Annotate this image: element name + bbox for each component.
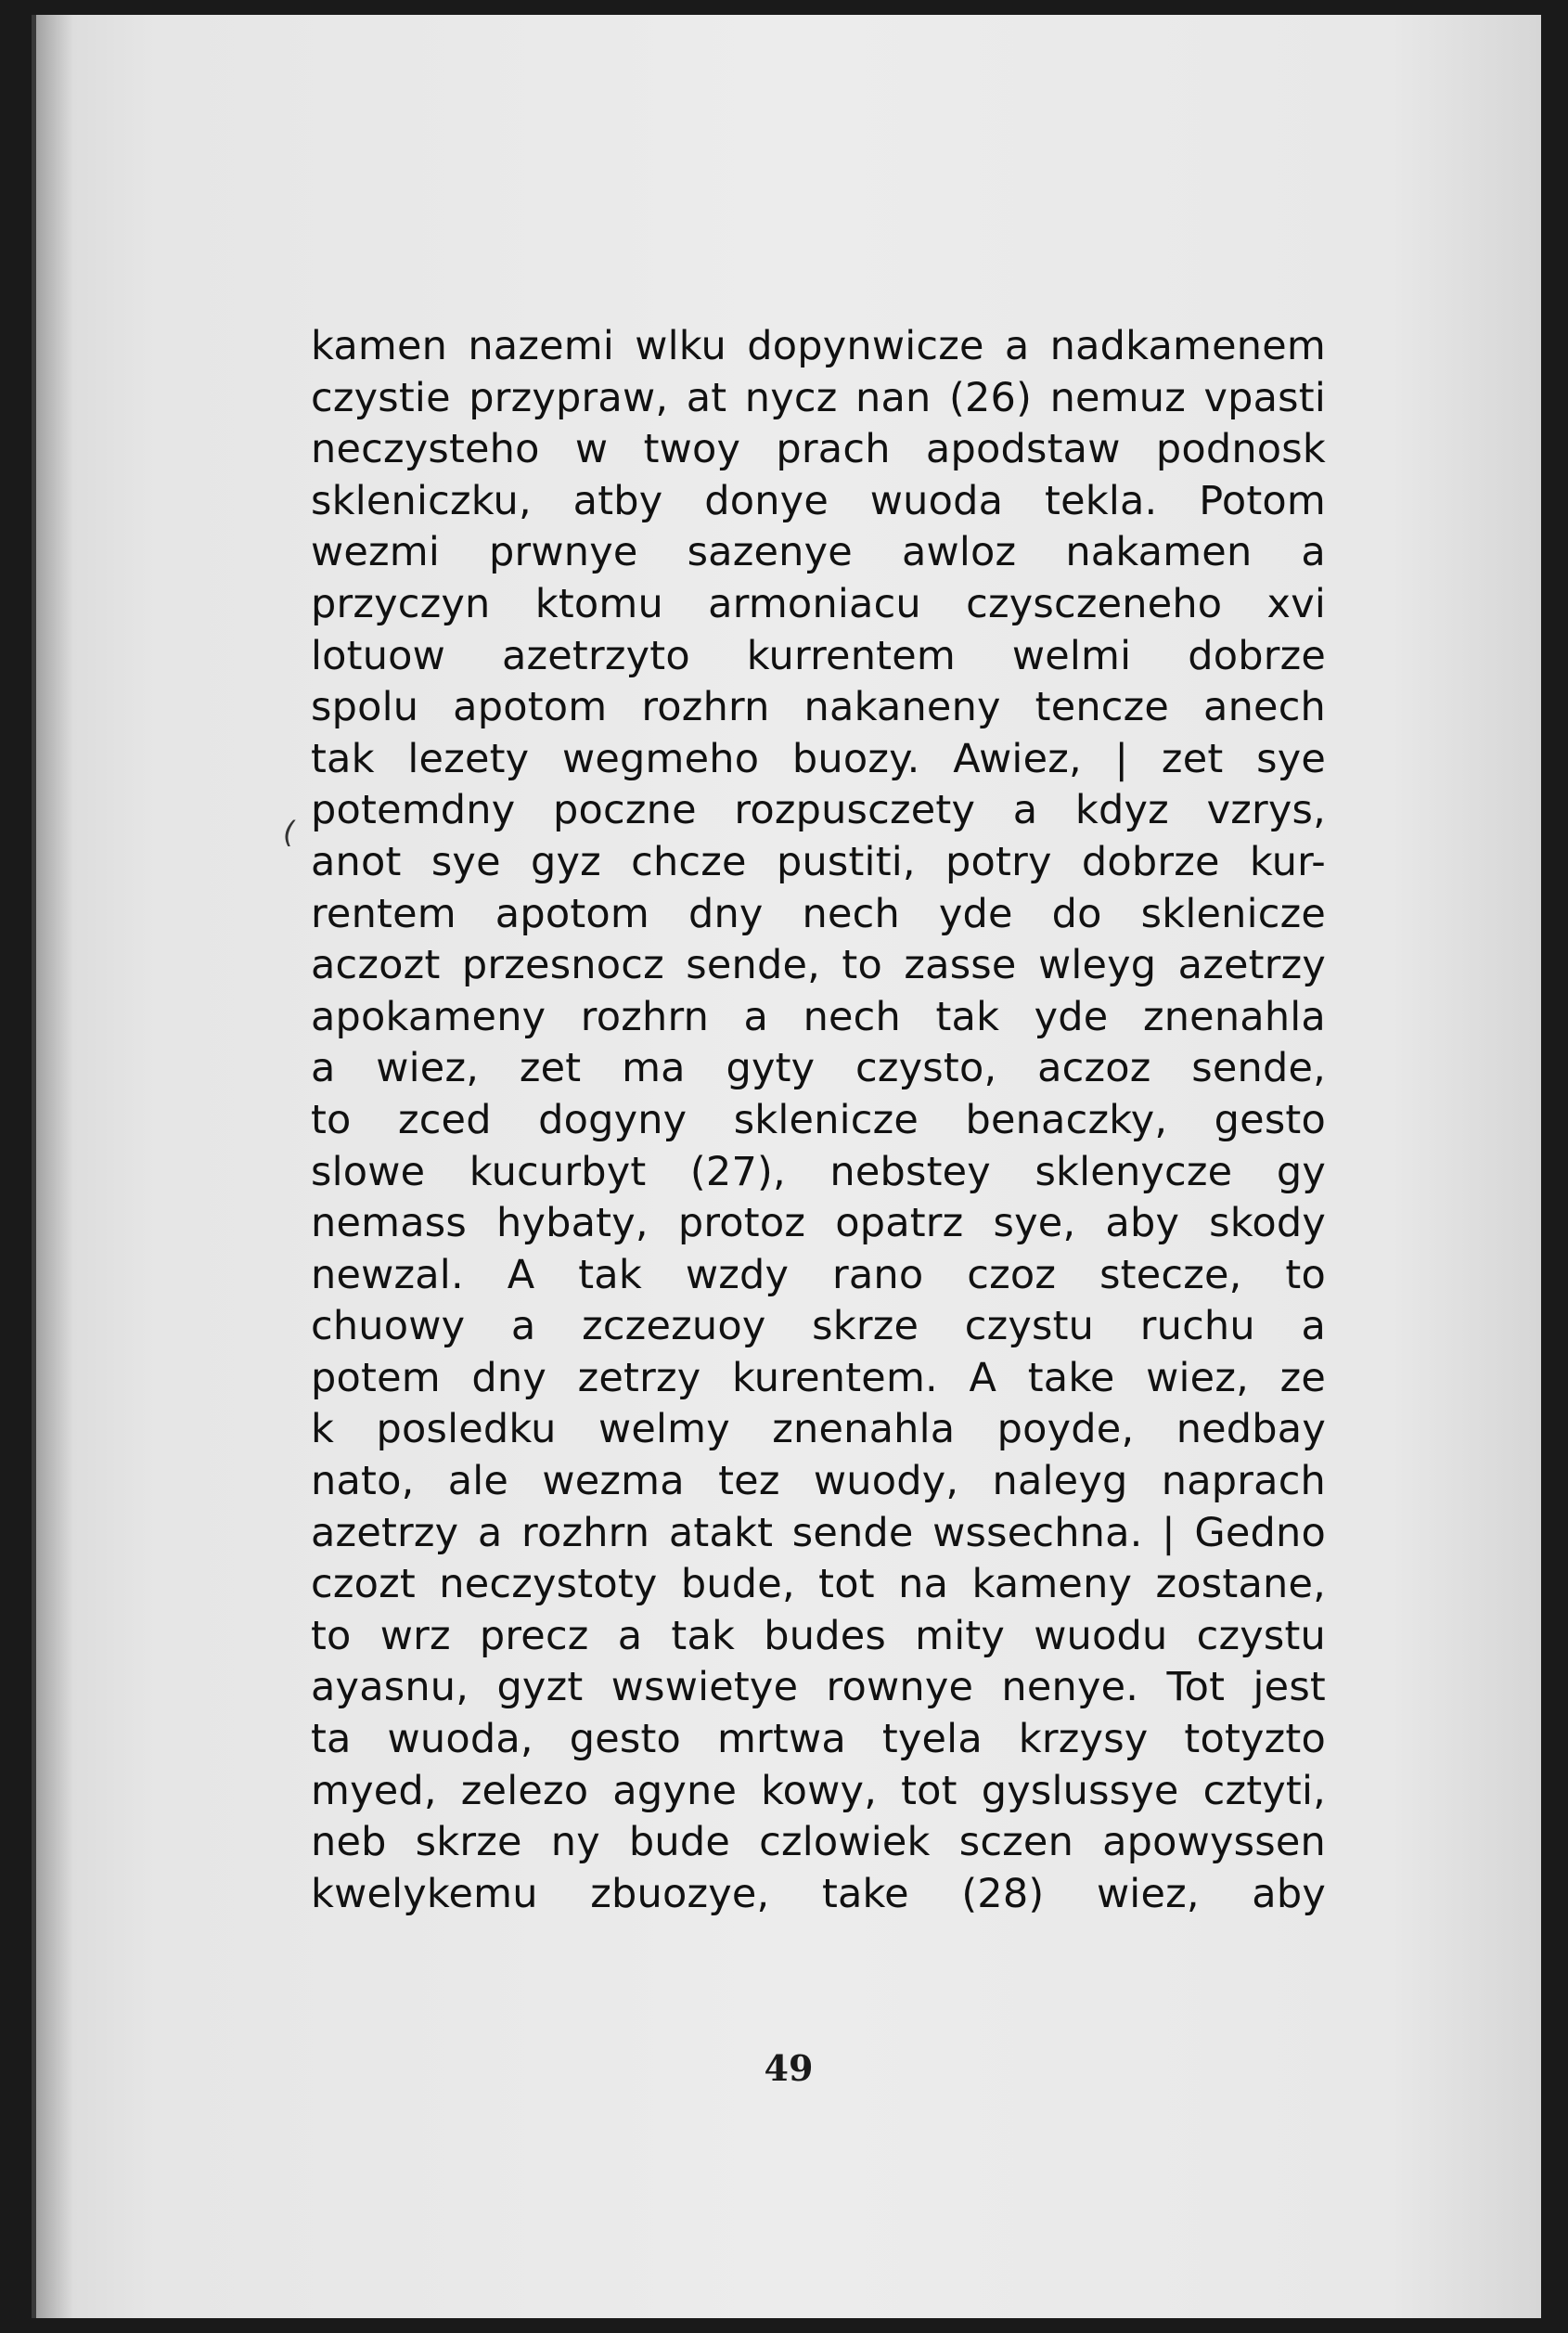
text-line: ayasnu, gyzt wswietye rownye nenye. Tot jest [311,1664,1326,1711]
text-line: lotuow azetrzyto kurrentem welmi dobrze [311,632,1326,679]
text-line: tak lezety wegmeho buozy. Awiez, | zet sye [311,735,1326,782]
text-line: myed, zelezo agyne kowy, tot gyslussye cztyti, [311,1767,1326,1814]
text-line: anot sye gyz chcze pustiti, potry dobrze kur- [311,838,1326,885]
page-gutter-shadow [36,15,73,2318]
text-line: a wiez, zet ma gyty czysto, aczoz sende, [311,1045,1326,1092]
body-text [311,321,1326,1920]
text-line: chuowy a zczezuoy skrze czystu ruchu a [311,1303,1326,1350]
text-line: czozt neczystoty bude, tot na kameny zostane, [311,1561,1326,1608]
text-line: nato, ale wezma tez wuody, naleyg naprach [311,1458,1326,1505]
margin-mark: ( [283,815,295,850]
text-line: ta wuoda, gesto mrtwa tyela krzysy totyzto [311,1716,1326,1763]
text-line: potem dny zetrzy kurentem. A take wiez, ze [311,1354,1326,1401]
text-line: apokameny rozhrn a nech tak yde znenahla [311,993,1326,1040]
text-line: k posledku welmy znenahla poyde, nedbay [311,1406,1326,1453]
page-number: 49 [764,2047,814,2089]
text-line: skleniczku, atby donye wuoda tekla. Potom [311,477,1326,524]
book-page [32,15,1541,2318]
text-line: slowe kucurbyt (27), nebstey sklenycze gy [311,1148,1326,1195]
text-line: to wrz precz a tak budes mity wuodu czystu [311,1612,1326,1659]
text-line: neczysteho w twoy prach apodstaw podnosk [311,426,1326,473]
text-line: newzal. A tak wzdy rano czoz stecze, to [311,1251,1326,1298]
text-line: potemdny pocznе rozpusczety a kdyz vzrys, [311,787,1326,834]
text-line: czystie przypraw, at nycz nan (26) nemuz vpasti [311,374,1326,421]
text-line: przyczyn ktomu armoniacu czysczeneho xvi [311,580,1326,627]
text-line: azetrzy a rozhrn atakt sende wssechna. | Gedno [311,1509,1326,1556]
text-line: neb skrze ny bude czlowiek sczen apowyssen [311,1819,1326,1866]
text-line: rentem apotom dny nech yde do sklenicze [311,890,1326,937]
text-line: wezmi prwnye sazenye awloz nakamen a [311,529,1326,576]
text-line: nemass hybaty, protoz opatrz sye, aby skody [311,1200,1326,1247]
text-line: kamen nazemi wlku dopynwicze a nadkamenem [311,323,1326,369]
text-line: spolu apotom rozhrn nakaneny tencze anech [311,684,1326,731]
text-line: kwelykemu zbuozye, take (28) wiez, aby [311,1870,1326,1917]
text-line: to zced dogyny sklenicze benaczky, gesto [311,1096,1326,1143]
text-line: aczozt przesnocz sende, to zasse wleyg azetrzy [311,942,1326,989]
